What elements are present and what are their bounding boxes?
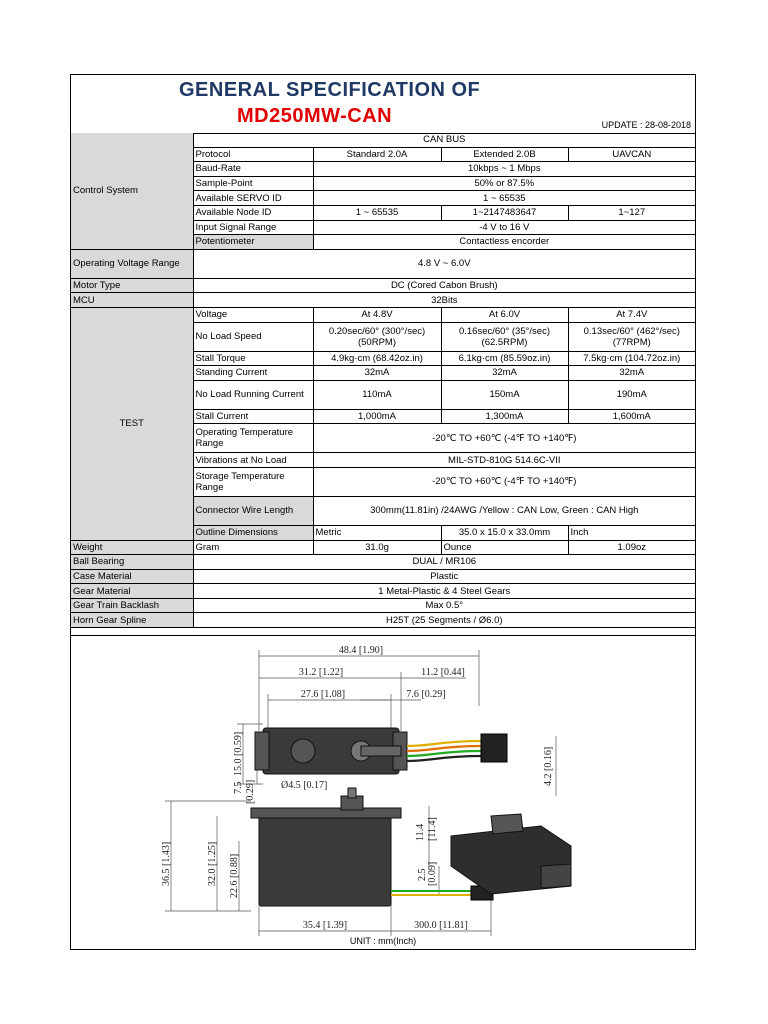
dim-11-4: 11.4 [415,823,426,841]
protocol-3: UAVCAN [568,147,695,162]
weight-label: Weight [71,540,193,555]
dim-hole: Ø4.5 [0.17] [281,780,328,791]
table-row [71,584,695,599]
protocol-2: Extended 2.0B [441,147,568,162]
standing-48: 32mA [313,366,441,381]
test-label: TEST [71,307,193,540]
voltage-label: Operating Voltage Range [71,249,193,278]
torque-60: 6.1kg·cm (85.59oz.in) [441,351,568,366]
outline-label: Outline Dimensions [193,525,313,540]
speed-label: No Load Speed [193,322,313,351]
table-row [71,555,695,570]
speed-48-b: (50RPM) [357,336,396,348]
stall-74: 1,600mA [568,409,695,424]
speed-48-a: 0.20sec/60° (300°/sec) [328,325,426,337]
dim-7-6: 7.6 [0.29] [406,689,446,700]
table-row [71,278,695,293]
inch-label: Inch [568,525,695,540]
node-id-3: 1~127 [568,205,695,220]
torque-label: Stall Torque [193,351,313,366]
servo-drawing [71,636,695,936]
dim-32-0: 32.0 [1.25] [207,841,218,886]
table-row [71,613,695,628]
standing-label: Standing Current [193,366,313,381]
table-row [71,598,695,613]
torque-74: 7.5kg·cm (104.72oz.in) [568,351,695,366]
connector-label: Connector Wire Length [193,496,313,525]
motor-label: Motor Type [71,278,193,293]
stall-48: 1,000mA [313,409,441,424]
potentiometer-value: Contactless encorder [313,235,695,250]
dim-48-4: 48.4 [1.90] [338,645,384,656]
dim-11-4b: [11.4] [427,817,438,841]
servo-id-value: 1 ~ 65535 [313,191,695,206]
unit-label: UNIT : mm(Inch) [349,936,417,946]
standing-60: 32mA [441,366,568,381]
stall-60: 1,300mA [441,409,568,424]
node-id-1: 1 ~ 65535 [313,205,441,220]
case-value: Plastic [193,569,695,584]
servo-id-label: Available SERVO ID [193,191,313,206]
update-date: UPDATE : 28-08-2018 [601,120,691,130]
dim-27-6: 27.6 [1.08] [300,689,346,700]
running-74: 190mA [568,380,695,409]
dim-4-2: 4.2 [0.16] [543,746,554,786]
table-row [71,540,695,555]
voltage-48: At 4.8V [313,307,441,322]
speed-74 [568,322,695,351]
connector-value: 300mm(11.81in) /24AWG /Yellow : CAN Low, Green : CAN High [313,496,695,525]
table-row [71,249,695,278]
baud-value: 10kbps ~ 1 Mbps [313,162,695,177]
metric-value: 35.0 x 15.0 x 33.0mm [441,525,568,540]
dim-36-5: 36.5 [1.43] [161,841,172,886]
dim-7-5: 7.5 [233,781,244,794]
dim-31-2: 31.2 [1.22] [298,667,344,678]
torque-48: 4.9kg·cm (68.42oz.in) [313,351,441,366]
dim-15-0: 15.0 [0.59] [233,731,244,776]
ball-label: Ball Bearing [71,555,193,570]
dim-11-2: 11.2 [0.44] [421,667,465,678]
st-temp-value: -20℃ TO +60℃ (-4℉ TO +140℉) [313,467,695,496]
potentiometer-label: Potentiometer [193,235,313,250]
gear-label: Gear Material [71,584,193,599]
input-value: -4 V to 16 V [313,220,695,235]
running-48: 110mA [313,380,441,409]
vib-label: Vibrations at No Load [193,453,313,468]
speed-60-a: 0.16sec/60° (35°/sec) [458,325,551,337]
standing-74: 32mA [568,366,695,381]
baud-label: Baud-Rate [193,162,313,177]
speed-48 [313,322,441,351]
sample-value: 50% or 87.5% [313,176,695,191]
dim-35-4: 35.4 [1.39] [302,920,348,931]
gear-value: 1 Metal-Plastic & 4 Steel Gears [193,584,695,599]
op-temp-label: Operating Temperature Range [193,424,313,453]
dim-300: 300.0 [11.81] [414,920,468,931]
protocol-1: Standard 2.0A [313,147,441,162]
running-60: 150mA [441,380,568,409]
motor-value: DC (Cored Cabon Brush) [193,278,695,293]
spec-sheet [70,74,696,950]
can-bus: CAN BUS [193,133,695,147]
dim-2-5: 2.5 [417,868,428,881]
spline-label: Horn Gear Spline [71,613,193,628]
mcu-label: MCU [71,293,193,308]
table-row [71,307,695,322]
voltage-74: At 7.4V [568,307,695,322]
ounce-value: 1.09oz [568,540,695,555]
table-row [71,569,695,584]
voltage-60: At 6.0V [441,307,568,322]
header [71,75,695,134]
case-label: Case Material [71,569,193,584]
vib-value: MIL-STD-810G 514.6C-VII [313,453,695,468]
sample-label: Sample-Point [193,176,313,191]
title-line1: GENERAL SPECIFICATION OF [179,79,481,101]
op-temp-value: -20℃ TO +60℃ (-4℉ TO +140℉) [313,424,695,453]
metric-label: Metric [313,525,441,540]
model-name: MD250MW-CAN [237,105,393,127]
ball-value: DUAL / MR106 [193,555,695,570]
table-row [71,133,695,147]
mcu-value: 32Bits [193,293,695,308]
dim-0-09: [0.09] [427,861,438,886]
voltage-value: 4.8 V ~ 6.0V [193,249,695,278]
node-id-2: 1~2147483647 [441,205,568,220]
speed-60 [441,322,568,351]
input-label: Input Signal Range [193,220,313,235]
speed-74-b: (77RPM) [612,336,651,348]
gram-label: Gram [193,540,313,555]
dimension-drawing [71,635,695,950]
speed-74-a: 0.13sec/60° (462°/sec) [583,325,680,337]
table-row [71,293,695,308]
gram-value: 31.0g [313,540,441,555]
node-id-label: Available Node ID [193,205,313,220]
backlash-label: Gear Train Backlash [71,598,193,613]
protocol-label: Protocol [193,147,313,162]
speed-60-b: (62.5RPM) [481,336,528,348]
ounce-label: Ounce [441,540,568,555]
backlash-value: Max 0.5° [193,598,695,613]
dim-22-6: 22.6 [0.88] [229,853,240,898]
dim-0-29: [0.29] [245,779,256,804]
st-temp-label: Storage Temperature Range [193,467,313,496]
stall-label: Stall Current [193,409,313,424]
test-voltage-label: Voltage [193,307,313,322]
spline-value: H25T (25 Segments / Ø6.0) [193,613,695,628]
spec-table [71,133,695,628]
control-label: Control System [71,133,193,249]
running-label: No Load Running Current [193,380,313,409]
